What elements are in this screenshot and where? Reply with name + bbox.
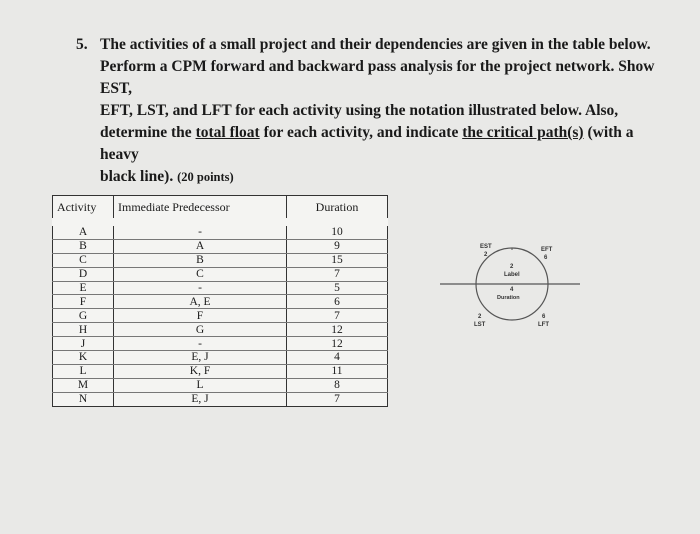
duration-cell: 11 <box>287 364 388 378</box>
question-line-5 <box>100 166 675 188</box>
activity-cell: G <box>53 309 114 323</box>
line5-text: black line). <box>100 168 174 185</box>
duration-cell: 5 <box>287 281 388 295</box>
predecessor-cell: E, J <box>114 392 287 406</box>
duration-value: 4 <box>510 287 514 293</box>
lft-value: 6 <box>542 314 546 320</box>
table-row <box>53 378 388 392</box>
predecessor-cell: - <box>114 337 287 351</box>
line4-part-e: (with a heavy <box>100 124 634 163</box>
line4-part-c: for each activity, and indicate <box>259 124 463 141</box>
question-line-4 <box>100 122 675 166</box>
predecessor-cell: A <box>114 239 287 253</box>
duration-cell: 7 <box>287 309 388 323</box>
predecessor-cell: F <box>114 309 287 323</box>
label-text: Label <box>504 272 520 278</box>
duration-cell: 15 <box>287 253 388 267</box>
points-label: (20 points) <box>177 170 234 184</box>
activity-cell: K <box>53 351 114 365</box>
eft-label: EFT <box>541 247 553 253</box>
duration-cell: 8 <box>287 378 388 392</box>
predecessor-cell: B <box>114 253 287 267</box>
activity-cell: F <box>53 295 114 309</box>
table-row <box>53 267 388 281</box>
activity-cell: M <box>53 378 114 392</box>
header-activity: Activity <box>53 196 114 223</box>
activity-cell: D <box>53 267 114 281</box>
predecessor-cell: L <box>114 378 287 392</box>
table-body <box>53 222 388 406</box>
predecessor-cell: C <box>114 267 287 281</box>
label-value: 2 <box>510 264 514 270</box>
duration-cell: 4 <box>287 351 388 365</box>
duration-cell: 12 <box>287 323 388 337</box>
predecessor-cell: G <box>114 323 287 337</box>
est-value: 2 <box>484 252 488 258</box>
table-row <box>53 351 388 365</box>
node-notation-diagram <box>440 240 580 330</box>
table-row <box>53 323 388 337</box>
question-line-1: The activities of a small project and their dependencies are given in the table below. <box>100 36 651 53</box>
table-row <box>53 337 388 351</box>
activity-table <box>52 195 388 407</box>
critical-path-term: the critical path(s) <box>462 124 584 141</box>
predecessor-cell: E, J <box>114 351 287 365</box>
line4-part-a: determine the <box>100 124 196 141</box>
total-float-term: total float <box>195 124 260 141</box>
activity-cell: N <box>53 392 114 406</box>
table-row <box>53 295 388 309</box>
activity-cell: E <box>53 281 114 295</box>
lst-label: LST <box>474 322 486 328</box>
question-number: 5. <box>76 36 88 53</box>
duration-cell: 10 <box>287 222 388 239</box>
activity-cell: J <box>53 337 114 351</box>
table-row <box>53 364 388 378</box>
table-row <box>53 281 388 295</box>
duration-cell: 7 <box>287 267 388 281</box>
table-row <box>53 309 388 323</box>
table-row <box>53 392 388 406</box>
table-row <box>53 239 388 253</box>
question-line-3: EFT, LST, and LFT for each activity using the notation illustrated below. Also, <box>100 102 619 119</box>
eft-value: 6 <box>544 255 548 261</box>
activity-cell: B <box>53 239 114 253</box>
predecessor-cell: - <box>114 222 287 239</box>
table-header-row <box>53 196 388 223</box>
activity-cell: A <box>53 222 114 239</box>
activity-cell: H <box>53 323 114 337</box>
lft-label: LFT <box>538 322 549 328</box>
header-predecessor: Immediate Predecessor <box>114 196 287 223</box>
table-row <box>53 222 388 239</box>
est-label: EST <box>480 244 492 250</box>
question-text <box>100 34 675 188</box>
duration-cell: 12 <box>287 337 388 351</box>
predecessor-cell: K, F <box>114 364 287 378</box>
predecessor-cell: - <box>114 281 287 295</box>
table-row <box>53 253 388 267</box>
lst-value: 2 <box>478 314 482 320</box>
activity-cell: C <box>53 253 114 267</box>
duration-cell: 9 <box>287 239 388 253</box>
activity-cell: L <box>53 364 114 378</box>
question-line-2: Perform a CPM forward and backward pass analysis for the project network. Show EST, <box>100 58 655 97</box>
predecessor-cell: A, E <box>114 295 287 309</box>
duration-cell: 7 <box>287 392 388 406</box>
header-duration: Duration <box>287 196 388 223</box>
duration-cell: 6 <box>287 295 388 309</box>
duration-text: Duration <box>497 295 520 301</box>
